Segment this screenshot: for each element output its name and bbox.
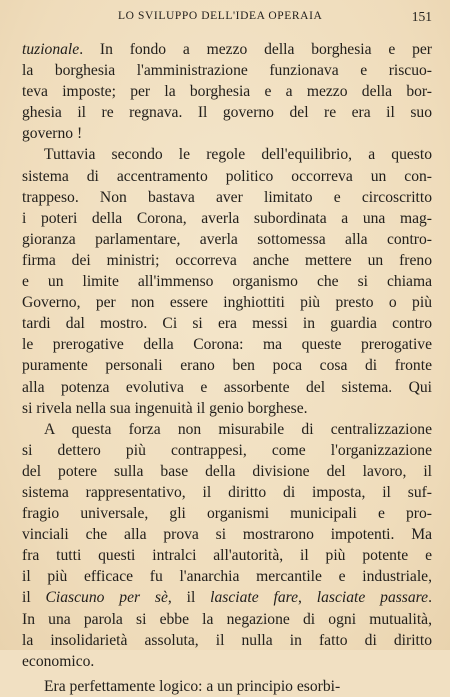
text-line xyxy=(22,377,432,398)
text-segment: i poteri della Corona, averla subordinata a una mag- xyxy=(22,209,432,227)
text-segment: la borghesia l'amministrazione funzionava e riscuo- xyxy=(22,62,432,80)
text-line xyxy=(22,587,432,608)
text-line xyxy=(22,566,432,587)
text-segment: Governo, per non essere inghiottiti più presto o più xyxy=(22,294,432,312)
text-segment: fragio universale, gli organismi municipali e pro- xyxy=(22,505,432,523)
text-line xyxy=(22,250,432,271)
text-line xyxy=(22,676,432,697)
text-line xyxy=(22,313,432,334)
text-line xyxy=(22,482,432,503)
text-line xyxy=(22,81,432,102)
text-line xyxy=(22,545,432,566)
text-segment: , il xyxy=(167,589,211,607)
text-segment: . xyxy=(428,589,432,607)
text-segment: si dettero più contrappesi, come l'organizzazione xyxy=(22,441,432,459)
text-segment: puramente personali erano ben poca cosa di fronte xyxy=(22,357,432,375)
text-segment: tardi dal mostro. Ci si era messi in guardia contro xyxy=(22,315,432,333)
text-line xyxy=(22,166,432,187)
text-segment: vinciali che alla prova si mostrarono impotenti. Ma xyxy=(22,526,432,544)
italic-text-segment: Ciascuno per sè xyxy=(45,589,168,607)
text-segment: A questa forza non misurabile di centralizzazione xyxy=(44,420,432,438)
text-segment: del potere sulla base della divisione del lavoro, il xyxy=(22,462,432,480)
text-line xyxy=(22,102,432,123)
text-line xyxy=(22,292,432,313)
text-segment: si rivela nella sua ingenuità il genio borghese. xyxy=(22,399,308,417)
text-segment: il più efficace fu l'anarchia mercantile e industriale, xyxy=(22,568,432,586)
text-segment: firma dei ministri; occorreva anche mettere un freno xyxy=(22,251,432,269)
page-header xyxy=(22,10,432,32)
page-number: 151 xyxy=(411,9,432,24)
text-line xyxy=(22,398,432,419)
text-line xyxy=(22,271,432,292)
text-segment: fra tutti questi intralci all'autorità, il più potente e xyxy=(22,547,432,565)
text-line xyxy=(22,630,432,651)
text-segment: sistema rappresentativo, il diritto di imposta, il suf- xyxy=(22,483,432,501)
text-line xyxy=(22,334,432,355)
italic-text-segment: lasciate passare xyxy=(316,589,429,607)
italic-text-segment: lasciate fare xyxy=(210,589,299,607)
text-line xyxy=(22,208,432,229)
text-segment: . In fondo a mezzo della borghesia e per xyxy=(79,41,432,58)
text-segment: , xyxy=(298,589,317,607)
text-line xyxy=(22,144,432,165)
text-segment: In una parola si ebbe la negazione di ogni mutualità, xyxy=(22,610,432,628)
text-segment: governo ! xyxy=(22,125,83,143)
text-line xyxy=(22,440,432,461)
text-segment: teva imposte; per la borghesia e a mezzo della bor- xyxy=(22,83,432,101)
text-line xyxy=(22,651,432,672)
text-line xyxy=(22,355,432,376)
body-text xyxy=(22,39,432,697)
italic-text-segment: tuzionale xyxy=(22,41,80,58)
text-line xyxy=(22,39,432,60)
text-segment: le prerogative della Corona: ma queste prerogative xyxy=(22,336,432,354)
text-line xyxy=(22,419,432,440)
text-line xyxy=(22,609,432,630)
text-segment: trappeso. Non bastava aver limitato e circoscritto xyxy=(22,188,432,206)
text-line xyxy=(22,524,432,545)
text-segment: Tuttavia secondo le regole dell'equilibrio, a questo xyxy=(44,146,432,164)
text-segment: alla potenza evolutiva e assorbente del sistema. Qui xyxy=(22,378,432,396)
text-line xyxy=(22,229,432,250)
running-title: LO SVILUPPO DELL'IDEA OPERAIA xyxy=(118,10,323,22)
text-segment: la insolidarietà assoluta, il nulla in fatto di diritto xyxy=(22,631,432,649)
text-line xyxy=(22,187,432,208)
text-segment: Era perfettamente logico: a un principio esorbi- xyxy=(44,677,341,695)
text-line xyxy=(22,461,432,482)
text-segment: economico. xyxy=(22,652,95,670)
text-line xyxy=(22,503,432,524)
text-segment: il xyxy=(22,589,46,607)
text-segment: e un limite all'immenso organismo che si chiama xyxy=(22,273,432,291)
text-segment: gioranza parlamentare, averla sottomessa alla contro- xyxy=(22,230,432,248)
text-segment: ghesia il re regnava. Il governo del re era il suo xyxy=(22,104,432,122)
text-segment: sistema di accentramento politico occorreva un con- xyxy=(22,167,432,185)
text-line xyxy=(22,123,432,144)
text-line xyxy=(22,60,432,81)
